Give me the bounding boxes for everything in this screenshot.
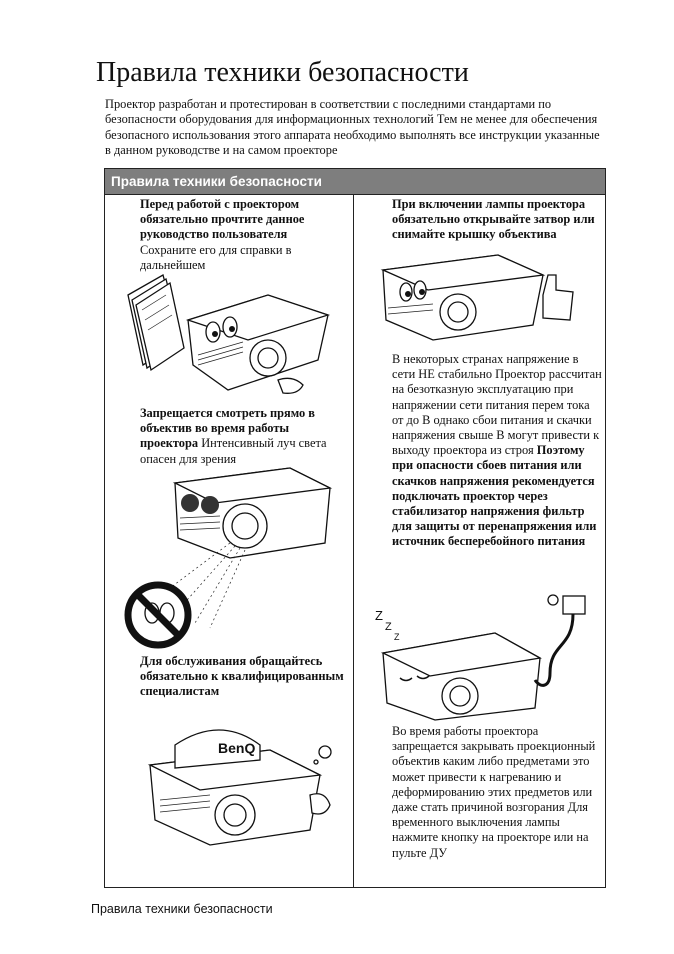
- projector-icon: [383, 255, 543, 340]
- service-technician-illustration: [140, 720, 350, 850]
- thumbs-up-icon: [543, 275, 573, 320]
- right-item-3: [392, 724, 604, 861]
- projector-icon: [188, 295, 328, 393]
- right-item-2: [392, 352, 604, 550]
- left-item-3: [140, 654, 350, 700]
- sleep-zzz-icon: [375, 608, 400, 642]
- page-footer: Правила техники безопасности: [91, 902, 273, 916]
- right-item-3-text: Во время работы проектора запрещается закрывать проекционный объектив каким либо предметами это может привести к нагреванию и деформированию этих предметов или даже стать причиной возгорания Для временного выключения лампы нажмите кнопку на проекторе или на пульте ДУ: [392, 724, 596, 860]
- left-item-2: [140, 406, 350, 467]
- manual-book-icon: [128, 275, 184, 370]
- prohibited-eye-icon: [128, 585, 188, 645]
- left-item-3-bold: Для обслуживания обращайтесь обязательно к квалифицированным специалистам: [140, 654, 344, 699]
- right-item-2-bold: Поэтому при опасности сбоев питания или скачков напряжения рекомендуется подключать проектор через стабилизатор напряжения фильтр для защиты от перенапряжения или источник бесперебойного питания: [392, 443, 597, 549]
- left-item-2-text: Интенсивный луч света опасен для зрения: [140, 436, 327, 466]
- lens-cap-off-illustration: [378, 250, 578, 345]
- page-title: Правила техники безопасности: [96, 57, 469, 88]
- left-item-2-bold: Запрещается смотреть прямо в объектив во время работы проектора: [140, 406, 315, 451]
- projector-icon: [175, 468, 330, 558]
- svg-text:Z: Z: [394, 632, 400, 642]
- right-item-1: [392, 197, 602, 243]
- no-looking-into-lens-illustration: [120, 468, 340, 648]
- projector-reading-manual-illustration: [118, 270, 338, 400]
- safety-panel-header: Правила техники безопасности: [105, 169, 605, 195]
- projector-icon: [383, 633, 540, 720]
- right-item-1-bold: При включении лампы проектора обязательно открывайте затвор или снимайте крышку объектива: [392, 197, 595, 242]
- column-divider: [353, 195, 354, 887]
- speech-bubble-icon: [314, 746, 331, 764]
- left-item-1-text: Сохраните его для справки в дальнейшем: [140, 242, 292, 272]
- cap-logo-text: BenQ: [218, 740, 256, 756]
- left-item-1: [140, 197, 336, 273]
- power-stabilizer-illustration: [375, 588, 600, 723]
- left-item-1-bold: Перед работой с проектором обязательно прочтите данное руководство пользователя: [140, 197, 305, 242]
- right-item-2-text: В некоторых странах напряжение в сети НЕ стабильно Проектор рассчитан на безотказную эксплуатацию при напряжении сети питания перем тока от до В однако сбои питания и скачки напряжения свыше В могут привести к выходу проектора из строя: [392, 352, 602, 458]
- svg-text:Z: Z: [375, 608, 383, 623]
- intro-paragraph: Проектор разработан и протестирован в соответствии с последними стандартами по безопасности оборудования для информационных технологий Тем не менее для обеспечения безопасного использования этого аппарата необходимо выполнять все инструкции указанные в данном руководстве и на самом проекторе: [105, 97, 600, 158]
- svg-text:Z: Z: [385, 621, 392, 633]
- power-adapter-icon: [535, 595, 585, 685]
